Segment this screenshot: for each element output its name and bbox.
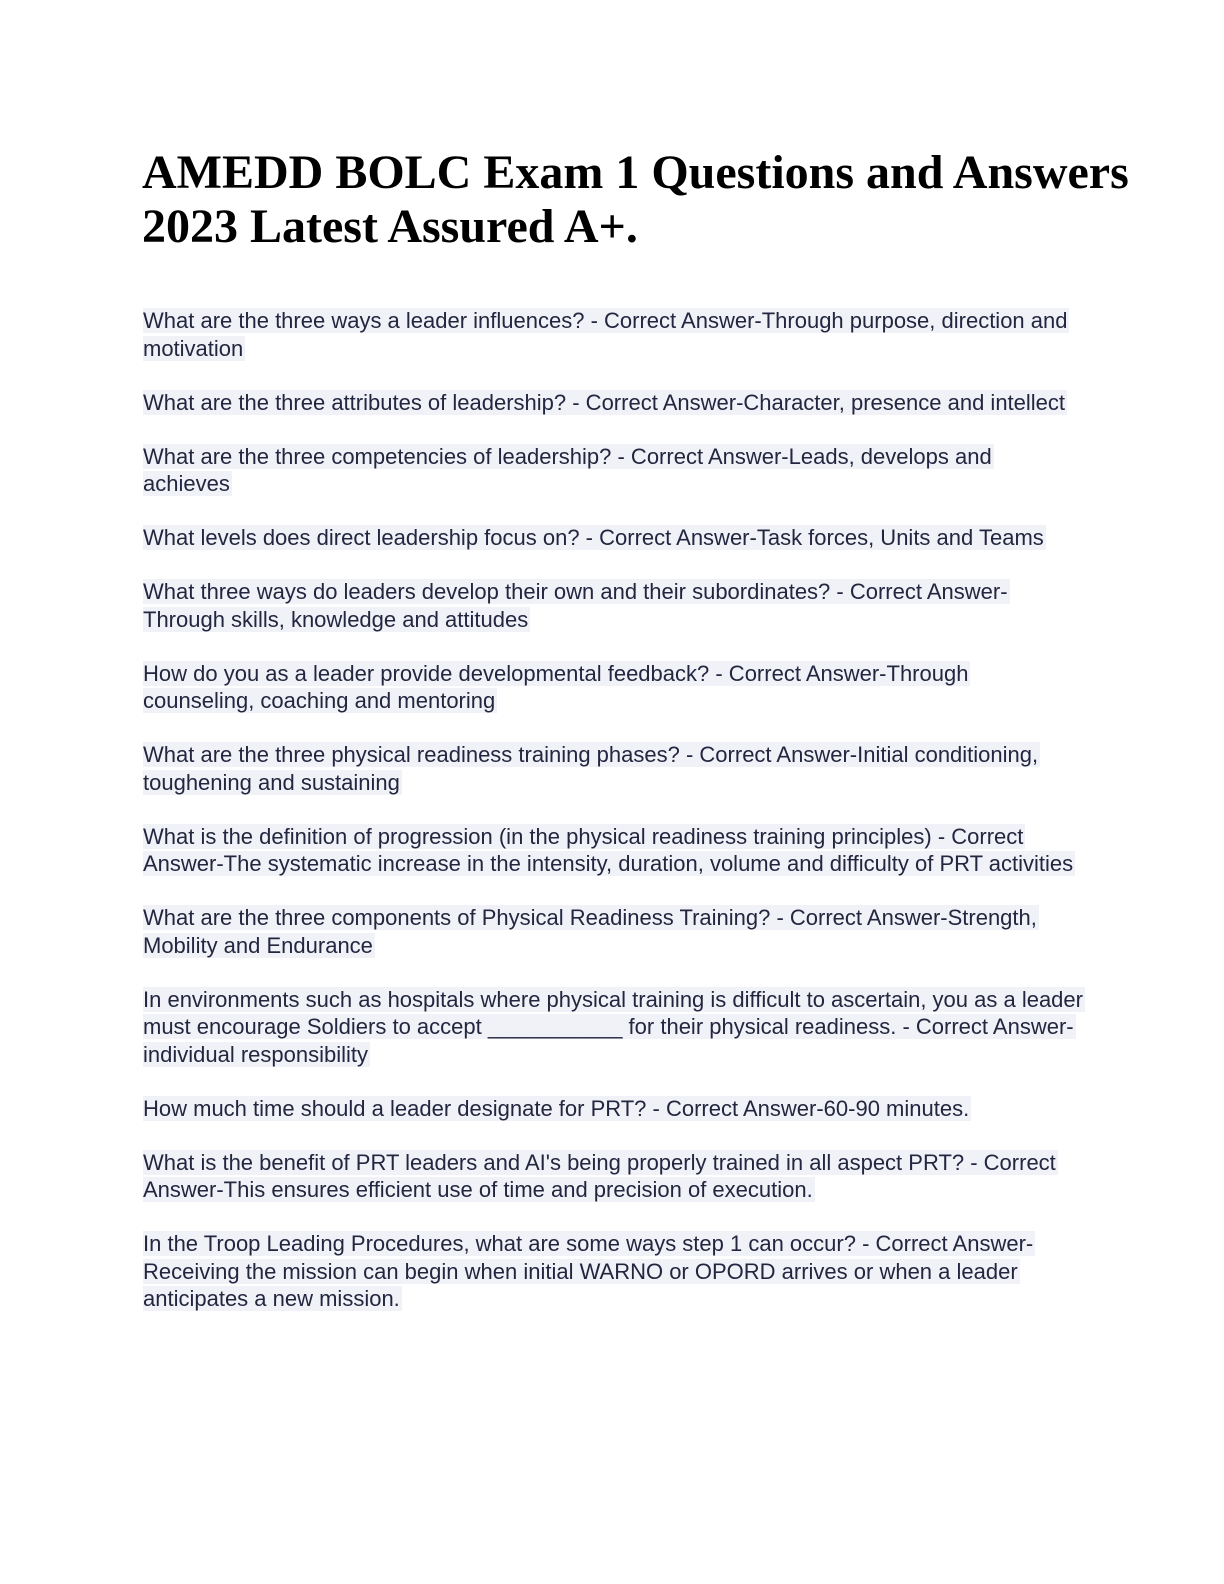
qa-item xyxy=(143,986,1083,1069)
qa-text: How do you as a leader provide developmental feedback? - Correct Answer-Through counseling, coaching and mentoring xyxy=(143,660,969,713)
qa-text: What are the three physical readiness training phases? - Correct Answer-Initial conditioning, toughening and sustaining xyxy=(143,742,1039,795)
qa-item xyxy=(143,660,1083,715)
qa-item xyxy=(143,904,1083,959)
qa-text: What is the definition of progression (in the physical readiness training principles) - Correct Answer-The systematic increase in the intensity, duration, volume and difficulty of PRT activities xyxy=(143,823,1074,876)
qa-item xyxy=(143,578,1083,633)
qa-text: What levels does direct leadership focus on? - Correct Answer-Task forces, Units and Teams xyxy=(143,525,1044,550)
qa-item xyxy=(143,1149,1083,1204)
qa-text: What are the three attributes of leadership? - Correct Answer-Character, presence and intellect xyxy=(143,389,1066,415)
qa-item xyxy=(143,823,1083,878)
qa-item xyxy=(143,1095,1083,1123)
qa-text: What are the three ways a leader influences? - Correct Answer-Through purpose, direction and motivation xyxy=(143,308,1068,361)
qa-item xyxy=(143,307,1083,362)
qa-item xyxy=(143,741,1083,796)
qa-text: In the Troop Leading Procedures, what are some ways step 1 can occur? - Correct Answer-Receiving the mission can begin when initial WARNO or OPORD arrives or when a leader anticipates a new mission. xyxy=(143,1231,1034,1311)
qa-item xyxy=(143,443,1083,498)
document-title: AMEDD BOLC Exam 1 Questions and Answers 2023 Latest Assured A+. xyxy=(142,146,1129,253)
qa-item xyxy=(143,524,1083,552)
qa-text: What are the three components of Physical Readiness Training? - Correct Answer-Strength, Mobility and Endurance xyxy=(143,905,1037,958)
qa-item xyxy=(143,1230,1083,1313)
qa-text: What are the three competencies of leadership? - Correct Answer-Leads, develops and achieves xyxy=(143,443,992,496)
qa-text: What is the benefit of PRT leaders and AI's being properly trained in all aspect PRT? - Correct Answer-This ensures efficient use of time and precision of execution. xyxy=(143,1149,1056,1202)
qa-text: In environments such as hospitals where physical training is difficult to ascertain, you as a leader must encourage Soldiers to accept ___________ for their physical readiness. - Correct Answer-individual responsibility xyxy=(143,986,1083,1067)
qa-item xyxy=(143,389,1083,417)
qa-text: What three ways do leaders develop their own and their subordinates? - Correct Answer-Through skills, knowledge and attitudes xyxy=(143,579,1008,632)
qa-list xyxy=(143,307,1083,1339)
qa-text: How much time should a leader designate for PRT? - Correct Answer-60-90 minutes. xyxy=(143,1095,970,1121)
